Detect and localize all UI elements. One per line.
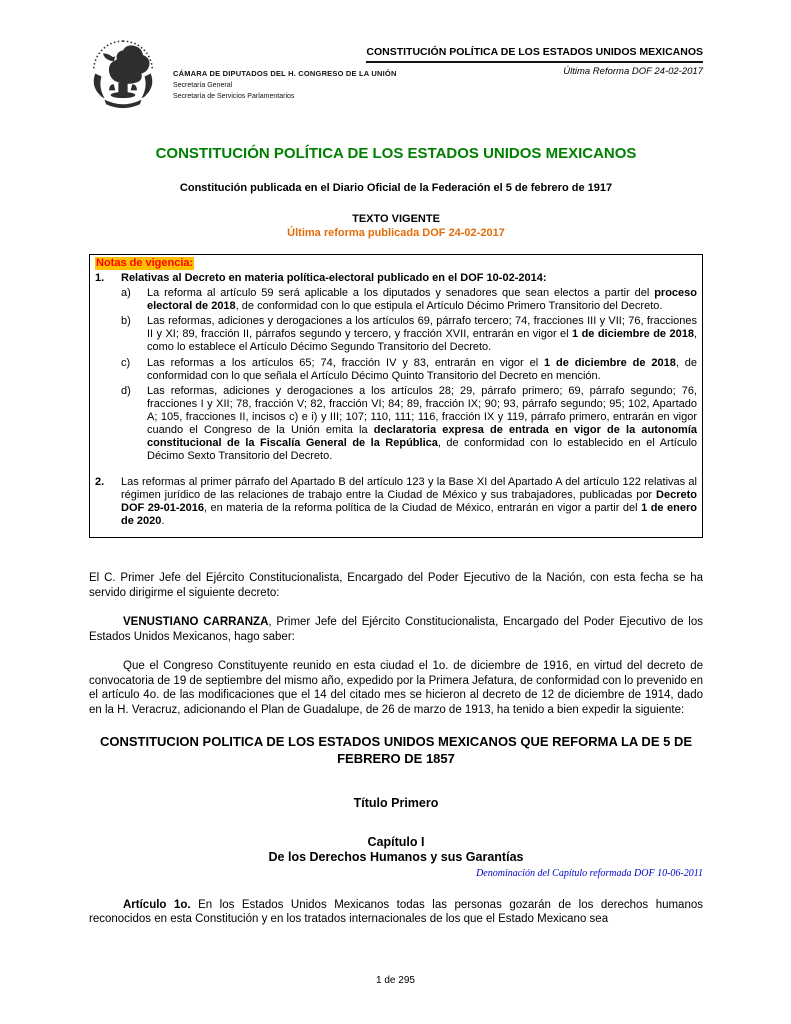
eagle-emblem-icon bbox=[83, 38, 163, 112]
header-right-block bbox=[366, 46, 703, 77]
note-subitem-c bbox=[121, 357, 697, 383]
note-item-2 bbox=[95, 476, 697, 528]
carranza-paragraph: VENUSTIANO CARRANZA, Primer Jefe del Ejército Constitucionalista, Encargado del Poder Ejecutivo de los Estados Unidos Mexicanos, hago saber: bbox=[89, 616, 703, 643]
note-subitem-a-text: La reforma al artículo 59 será aplicable a los diputados y senadores que sean electos a partir del proceso electoral de 2018, de conformidad con lo que estipula el Artículo Décimo Primero Transitorio del Decreto. bbox=[147, 287, 697, 313]
decree-intro-paragraph: El C. Primer Jefe del Ejército Constitucionalista, Encargado del Poder Ejecutivo de la Nación, con esta fecha se ha servido dirigirme el siguiente decreto: bbox=[89, 572, 703, 599]
note-subitem-a bbox=[121, 287, 697, 313]
congress-paragraph: Que el Congreso Constituyente reunido en esta ciudad el 1o. de diciembre de 1916, en virtud del decreto de convocatoria de 19 de septiembre del mismo año, expedido por la Primera Jefatura, de conformidad con lo prevenido en el artículo 4o. de las modificaciones que el 14 del citado mes se hicieron al decreto de 12 de diciembre de 1914, dado en la H. Veracruz, adicionando el Plan de Guadalupe, de 26 de marzo de 1913, ha tenido a bien expedir la siguiente: bbox=[89, 660, 703, 716]
page-header bbox=[89, 42, 703, 114]
publication-line: Constitución publicada en el Diario Oficial de la Federación el 5 de febrero de 1917 bbox=[179, 182, 613, 194]
capitulo-subtitle: De los Derechos Humanos y sus Garantías bbox=[268, 849, 524, 864]
note-subitem-c-text: Las reformas a los artículos 65; 74, fracción IV y 83, entrarán en vigor el 1 de diciembre de 2018, de conformidad con lo que señala el Artículo Décimo Quinto Transitorio del Decreto en mención. bbox=[147, 356, 697, 382]
denomination-reform-note: Denominación del Capítulo reformada DOF 10-06-2011 bbox=[476, 867, 703, 879]
notes-box bbox=[89, 254, 703, 538]
note-subitem-b-text: Las reformas, adiciones y derogaciones a los artículos 69, párrafo tercero; 74, fracciones III y VII; 76, fracciones II y XI; 89, fracción II, párrafos segundo y tercero, y fracción XVII, entrarán en vigor el 1 de diciembre de 2018, como lo establece el Artículo Décimo Segundo Transitorio del Decreto. bbox=[147, 315, 698, 354]
note-subitem-d bbox=[121, 385, 697, 463]
ultima-reforma-line: Última reforma publicada DOF 24-02-2017 bbox=[287, 227, 505, 239]
coat-of-arms-logo bbox=[83, 38, 163, 112]
org-servicios-parlamentarios: Secretaría de Servicios Parlamentarios bbox=[173, 93, 295, 101]
main-title: CONSTITUCIÓN POLÍTICA DE LOS ESTADOS UNIDOS MEXICANOS bbox=[155, 145, 637, 162]
header-doc-title: CONSTITUCIÓN POLÍTICA DE LOS ESTADOS UNIDOS MEXICANOS bbox=[366, 46, 703, 63]
note-item-1-intro: Relativas al Decreto en materia política-electoral publicado en el DOF 10-02-2014: bbox=[121, 272, 547, 285]
articulo-1-paragraph: Artículo 1o. En los Estados Unidos Mexicanos todas las personas gozarán de los derechos humanos reconocidos en esta Constitución y en los tratados internacionales de los que el Estado Mexicano sea bbox=[89, 898, 703, 926]
constitution-reform-heading: CONSTITUCION POLITICA DE LOS ESTADOS UNIDOS MEXICANOS QUE REFORMA LA DE 5 DE FEBRERO DE 1857 bbox=[99, 734, 692, 766]
note-subitem-a-marker: a) bbox=[121, 287, 131, 300]
header-last-reform: Última Reforma DOF 24-02-2017 bbox=[563, 66, 703, 77]
capitulo-heading: Capítulo I bbox=[367, 834, 425, 849]
note-subitem-b-marker: b) bbox=[121, 315, 131, 328]
page-number: 1 de 295 bbox=[376, 975, 415, 986]
titulo-primero-heading: Título Primero bbox=[353, 795, 439, 810]
note-subitem-c-marker: c) bbox=[121, 356, 131, 369]
note-item-2-text: Las reformas al primer párrafo del Apartado B del artículo 123 y la Base XI del Apartado A del artículo 122 relativas al régimen jurídico de las relaciones de trabajo entre la Ciudad de México y sus trabajadores, publicadas por Decreto DOF 29-01-2016, en materia de la reforma política de la Ciudad de México, entrarán en vigor a partir del 1 de enero de 2020. bbox=[121, 476, 697, 528]
org-secretaria-general: Secretaría General bbox=[173, 82, 233, 89]
note-subitem-d-text: Las reformas, adiciones y derogaciones a los artículos 28; 29, párrafo primero; 69, párrafo segundo; 76, fracciones I y XII; 78, fracción V; 82, fracción VI; 84; 89, fracción IX; 90; 93, párrafo segundo; 95; 102, Apartado A; 105, fracciones II, incisos c) e i) y III; 107; 110, 111; 116, fracción IX y 119, párrafo primero, entrarán en vigor cuando el Congreso de la Unión emita la declaratoria expresa de entrada en vigor de la autonomía constitucional de la Fiscalía General de la República, de conformidad con lo establecido en el Artículo Décimo Sexto Transitorio del Decreto. bbox=[147, 384, 698, 463]
org-name: CÁMARA DE DIPUTADOS DEL H. CONGRESO DE LA UNIÓN bbox=[173, 69, 397, 78]
notes-label: Notas de vigencia: bbox=[96, 257, 194, 269]
note-subitem-d-marker: d) bbox=[121, 384, 131, 397]
note-item-2-marker: 2. bbox=[95, 476, 105, 489]
note-item-1-marker: 1. bbox=[95, 272, 105, 285]
capitulo-block bbox=[89, 835, 703, 865]
issuing-organization bbox=[173, 68, 397, 102]
texto-vigente-label: TEXTO VIGENTE bbox=[352, 213, 440, 225]
note-item-1 bbox=[95, 272, 697, 285]
note-subitem-b bbox=[121, 315, 697, 354]
